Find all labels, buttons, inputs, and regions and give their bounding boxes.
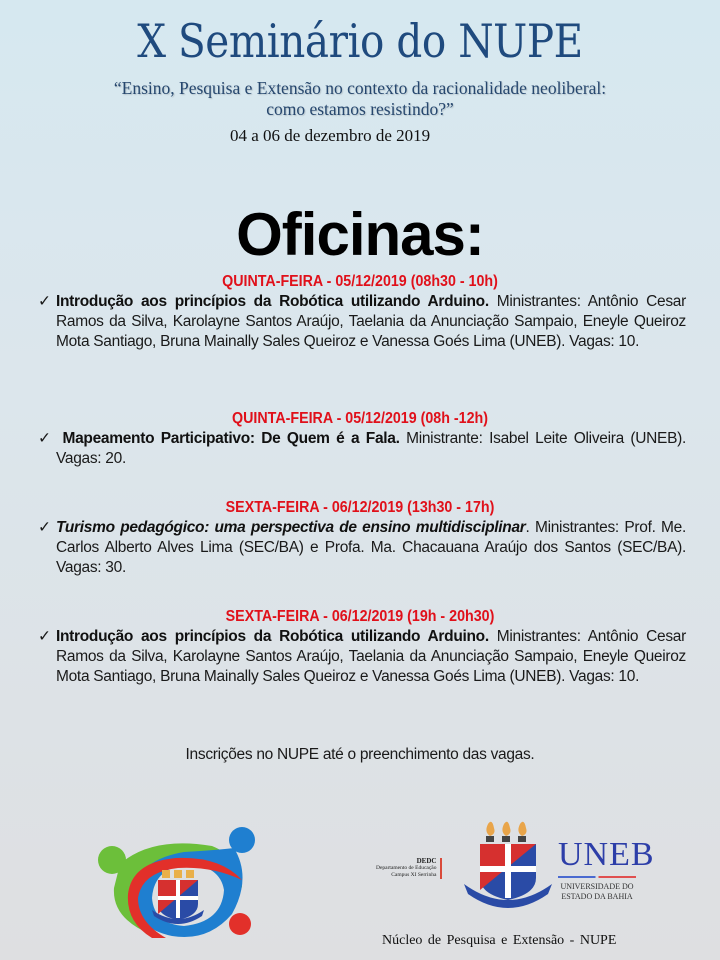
workshop-1 — [0, 272, 720, 352]
workshop-description — [38, 518, 686, 578]
workshop-day-header: QUINTA-FEIRA - 05/12/2019 (08h30 - 10h) — [222, 273, 498, 290]
nupe-logo-icon — [92, 818, 264, 938]
workshop-4 — [0, 607, 720, 687]
checkmark-icon: ✓ — [38, 519, 51, 536]
subtitle-line-2: como estamos resistindo?” — [266, 99, 454, 119]
checkmark-icon: ✓ — [38, 293, 51, 310]
dedc-department: Departamento de Educação — [376, 865, 437, 871]
workshop-details: Ministrante: Isabel Leite Oliveira (UNEB). Vagas: 20. — [56, 430, 686, 467]
section-title: Oficinas: — [236, 201, 484, 268]
dedc-campus: Campus XI Serrinha — [391, 872, 437, 878]
workshop-description — [38, 292, 686, 352]
workshop-2 — [0, 409, 720, 469]
footer-text: Núcleo de Pesquisa e Extensão - NUPE — [382, 933, 617, 948]
event-dates: 04 a 06 de dezembro de 2019 — [230, 126, 431, 145]
checkmark-icon: ✓ — [38, 628, 51, 645]
dedc-label — [376, 858, 442, 879]
workshop-details: Ministrantes: Antônio Cesar Ramos da Silva, Karolayne Santos Araújo, Taelania da Anunciação Sampaio, Eneyle Queiroz Mota Santiago, Bruna Mainally Sales Queiroz e Vanessa Goés Lima (UNEB). Vagas: 10. — [56, 293, 686, 350]
workshop-title: Mapeamento Participativo: De Quem é a Fala. — [56, 430, 400, 447]
workshop-day-header: QUINTA-FEIRA - 05/12/2019 (08h -12h) — [232, 410, 488, 427]
uneb-full-line-1: UNIVERSIDADE DO — [560, 882, 634, 891]
uneb-logo — [558, 838, 655, 902]
workshop-title: Introdução aos princípios da Robótica utilizando Arduino. — [56, 628, 489, 645]
registration-note: Inscrições no NUPE até o preenchimento das vagas. — [185, 746, 535, 763]
event-title: X Seminário do NUPE — [137, 14, 583, 68]
workshop-description — [38, 627, 686, 687]
workshop-day-header: SEXTA-FEIRA - 06/12/2019 (19h - 20h30) — [225, 608, 495, 625]
uneb-divider — [558, 876, 636, 878]
workshop-details: Ministrantes: Antônio Cesar Ramos da Silva, Karolayne Santos Araújo, Taelania da Anunciação Sampaio, Eneyle Queiroz Mota Santiago, Bruna Mainally Sales Queiroz e Vanessa Goés Lima (UNEB). Vagas: 10. — [56, 628, 686, 685]
workshop-description — [38, 429, 686, 469]
dedc-acronym: DEDC — [416, 857, 437, 865]
uneb-full-name — [558, 882, 636, 902]
subtitle-line-1: “Ensino, Pesquisa e Extensão no contexto da racionalidade neoliberal: — [113, 78, 607, 98]
event-subtitle — [0, 78, 720, 120]
uneb-full-line-2: ESTADO DA BAHIA — [561, 892, 633, 901]
workshop-details: . Ministrantes: Prof. Me. Carlos Alberto Alves Lima (SEC/BA) e Profa. Ma. Chacauana Araújo dos Santos (SEC/BA). Vagas: 30. — [56, 519, 686, 576]
workshop-3 — [0, 498, 720, 578]
checkmark-icon: ✓ — [38, 430, 51, 447]
workshop-title: Turismo pedagógico: uma perspectiva de ensino multidisciplinar — [56, 519, 526, 536]
workshop-day-header: SEXTA-FEIRA - 06/12/2019 (13h30 - 17h) — [225, 499, 495, 516]
uneb-crest-icon — [460, 818, 556, 910]
uneb-name: UNEB — [558, 836, 655, 873]
workshop-title: Introdução aos princípios da Robótica utilizando Arduino. — [56, 293, 489, 310]
